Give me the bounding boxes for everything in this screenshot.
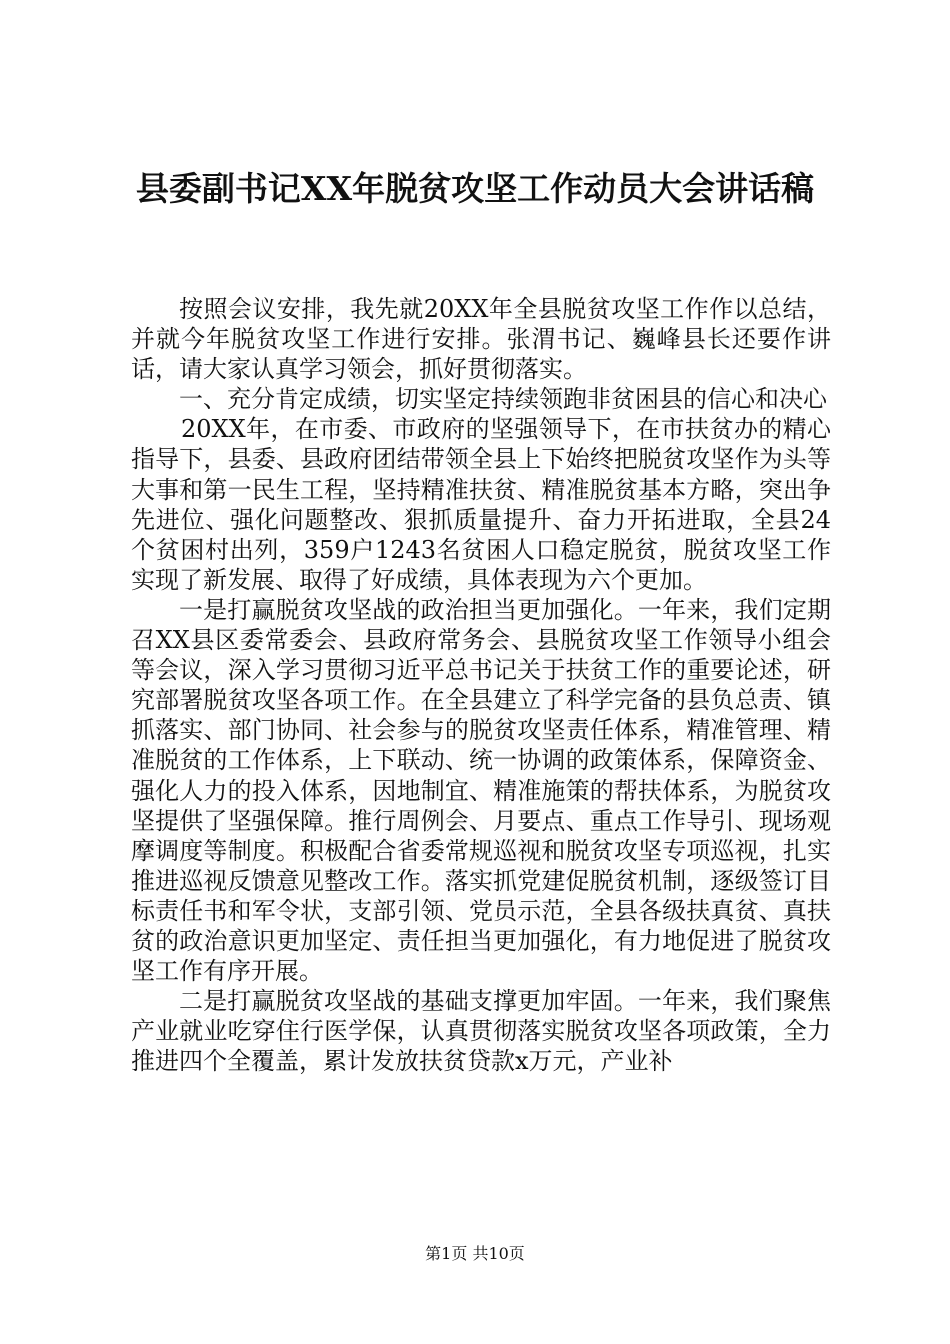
document-body (131, 294, 831, 1076)
page-footer: 第1页 共10页 (425, 1244, 525, 1263)
paragraph-intro: 按照会议安排，我先就20XX年全县脱贫攻坚工作作以总结，并就今年脱贫攻坚工作进行安排。张渭书记、巍峰县长还要作讲话，请大家认真学习领会，抓好贯彻落实。 (131, 295, 831, 384)
paragraph-summary: 20XX年，在市委、市政府的坚强领导下，在市扶贫办的精心指导下，县委、县政府团结带领全县上下始终把脱贫攻坚作为头等大事和第一民生工程，坚持精准扶贫、精准脱贫基本方略，突出争先进位、强化问题整改、狠抓质量提升、奋力开拓进取，全县24个贫困村出列，359户1243名贫困人口稳定脱贫，脱贫攻坚工作实现了新发展、取得了好成绩，具体表现为六个更加。 (131, 415, 831, 594)
section-heading-1: 一、充分肯定成绩，切实坚定持续领跑非贫困县的信心和决心 (179, 385, 827, 414)
paragraph-point-2: 二是打赢脱贫攻坚战的基础支撑更加牢固。一年来，我们聚焦产业就业吃穿住行医学保，认真贯彻落实脱贫攻坚各项政策，全力推进四个全覆盖，累计发放扶贫贷款x万元，产业补 (131, 987, 831, 1076)
paragraph-point-1: 一是打赢脱贫攻坚战的政治担当更加强化。一年来，我们定期召XX县区委常委会、县政府常务会、县脱贫攻坚工作领导小组会等会议，深入学习贯彻习近平总书记关于扶贫工作的重要论述，研究部署脱贫攻坚各项工作。在全县建立了科学完备的县负总责、镇抓落实、部门协同、社会参与的脱贫攻坚责任体系，精准管理、精准脱贫的工作体系，上下联动、统一协调的政策体系，保障资金、强化人力的投入体系，因地制宜、精准施策的帮扶体系，为脱贫攻坚提供了坚强保障。推行周例会、月要点、重点工作导引、现场观摩调度等制度。积极配合省委常规巡视和脱贫攻坚专项巡视，扎实推进巡视反馈意见整改工作。落实抓党建促脱贫机制，逐级签订目标责任书和军令状，支部引领、党员示范，全县各级扶真贫、真扶贫的政治意识更加坚定、责任担当更加强化，有力地促进了脱贫攻坚工作有序开展。 (131, 595, 831, 986)
document-title: 县委副书记XX年脱贫攻坚工作动员大会讲话稿 (135, 169, 815, 208)
